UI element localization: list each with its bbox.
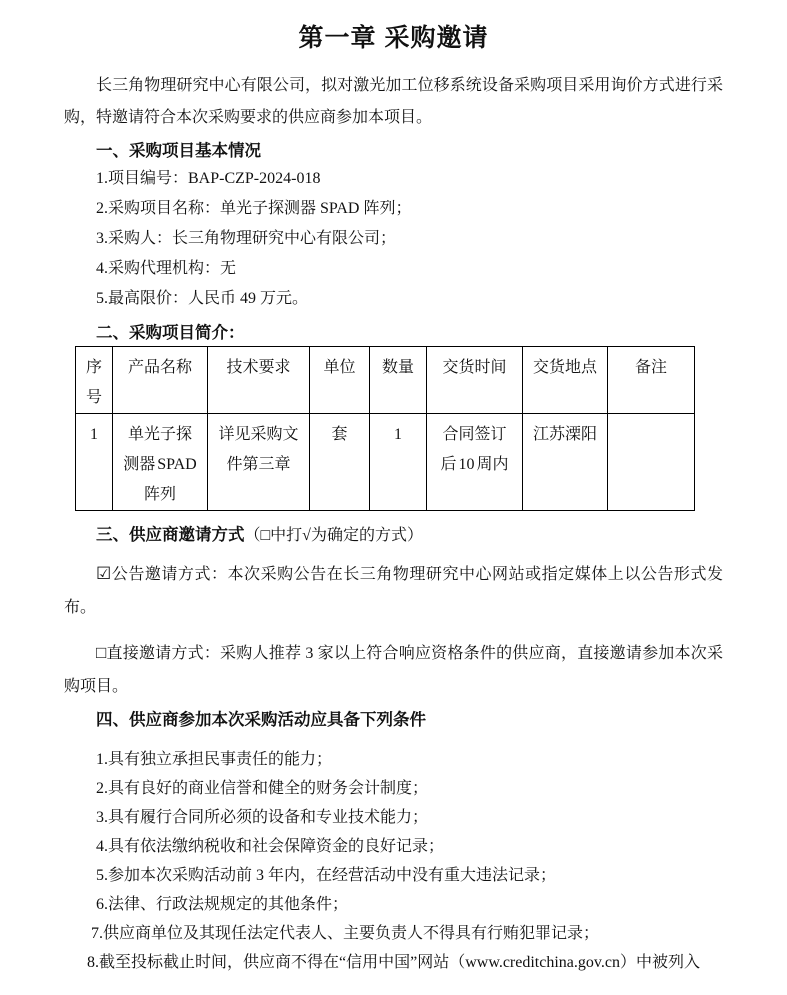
document-page bbox=[0, 20, 787, 977]
option-direct-invitation bbox=[64, 636, 723, 703]
option-announcement-invitation bbox=[64, 557, 723, 624]
unchecked-checkbox-icon: □ bbox=[96, 643, 107, 662]
list-item: 1.具有独立承担民事责任的能力； bbox=[96, 751, 333, 768]
table-cell: 详见采购文件第三章 bbox=[208, 414, 310, 511]
list-item: 2.采购项目名称：单光子探测器 SPAD 阵列； bbox=[96, 200, 412, 217]
table-header-cell: 交货地点 bbox=[523, 347, 608, 414]
section-3-heading-note: （□中打√为确定的方式） bbox=[244, 527, 423, 544]
list-item: 5.最高限价：人民币 49 万元。 bbox=[96, 290, 309, 307]
section-4-heading: 四、供应商参加本次采购活动应具备下列条件 bbox=[96, 711, 426, 729]
list-item: 2.具有良好的商业信誉和健全的财务会计制度； bbox=[96, 780, 429, 797]
procurement-items-table bbox=[75, 346, 695, 511]
section-1-list bbox=[96, 164, 723, 314]
section-1-heading: 一、采购项目基本情况 bbox=[96, 142, 261, 160]
table-cell bbox=[608, 414, 695, 511]
intro-paragraph: 长三角物理研究中心有限公司，拟对激光加工位移系统设备采购项目采用询价方式进行采购，特邀请符合本次采购要求的供应商参加本项目。 bbox=[64, 77, 723, 126]
table-cell: 单光子探测器 SPAD 阵列 bbox=[113, 414, 208, 511]
list-item: 4.具有依法缴纳税收和社会保障资金的良好记录； bbox=[96, 838, 445, 855]
table-cell: 江苏溧阳 bbox=[523, 414, 608, 511]
section-3-heading bbox=[96, 522, 723, 549]
list-item: 3.采购人：长三角物理研究中心有限公司； bbox=[96, 230, 397, 247]
section-4-list bbox=[87, 745, 723, 977]
section-3-heading-text: 三、供应商邀请方式 bbox=[96, 526, 245, 544]
table-row bbox=[76, 414, 695, 511]
list-item: 8.截至投标截止时间，供应商不得在“信用中国”网站（www.creditchina.gov.cn）中被列入 bbox=[87, 954, 700, 971]
table-cell: 套 bbox=[310, 414, 370, 511]
table-header-row bbox=[76, 347, 695, 414]
table-header-cell: 数量 bbox=[370, 347, 427, 414]
list-item: 7.供应商单位及其现任法定代表人、主要负责人不得具有行贿犯罪记录； bbox=[91, 925, 600, 942]
table-cell: 1 bbox=[370, 414, 427, 511]
table-cell: 1 bbox=[76, 414, 113, 511]
table-header-cell: 单位 bbox=[310, 347, 370, 414]
checked-checkbox-icon: ☑ bbox=[96, 564, 112, 583]
table-header-cell: 技术要求 bbox=[208, 347, 310, 414]
table-header-cell: 备注 bbox=[608, 347, 695, 414]
list-item: 6.法律、行政法规规定的其他条件； bbox=[96, 896, 349, 913]
table-header-cell: 交货时间 bbox=[427, 347, 523, 414]
table-cell: 合同签订后 10 周内 bbox=[427, 414, 523, 511]
section-2-heading: 二、采购项目简介： bbox=[96, 324, 245, 342]
list-item: 5.参加本次采购活动前 3 年内，在经营活动中没有重大违法记录； bbox=[96, 867, 557, 884]
list-item: 1.项目编号：BAP-CZP-2024-018 bbox=[96, 170, 321, 187]
document-title: 第一章 采购邀请 bbox=[298, 24, 489, 52]
table-header-cell: 产品名称 bbox=[113, 347, 208, 414]
list-item: 3.具有履行合同所必须的设备和专业技术能力； bbox=[96, 809, 429, 826]
list-item: 4.采购代理机构：无 bbox=[96, 260, 237, 277]
option-text: 公告邀请方式：本次采购公告在长三角物理研究中心网站或指定媒体上以公告形式发布。 bbox=[64, 566, 723, 616]
table-header-cell: 序号 bbox=[76, 347, 113, 414]
option-text: 直接邀请方式：采购人推荐 3 家以上符合响应资格条件的供应商，直接邀请参加本次采购项目。 bbox=[64, 645, 723, 695]
